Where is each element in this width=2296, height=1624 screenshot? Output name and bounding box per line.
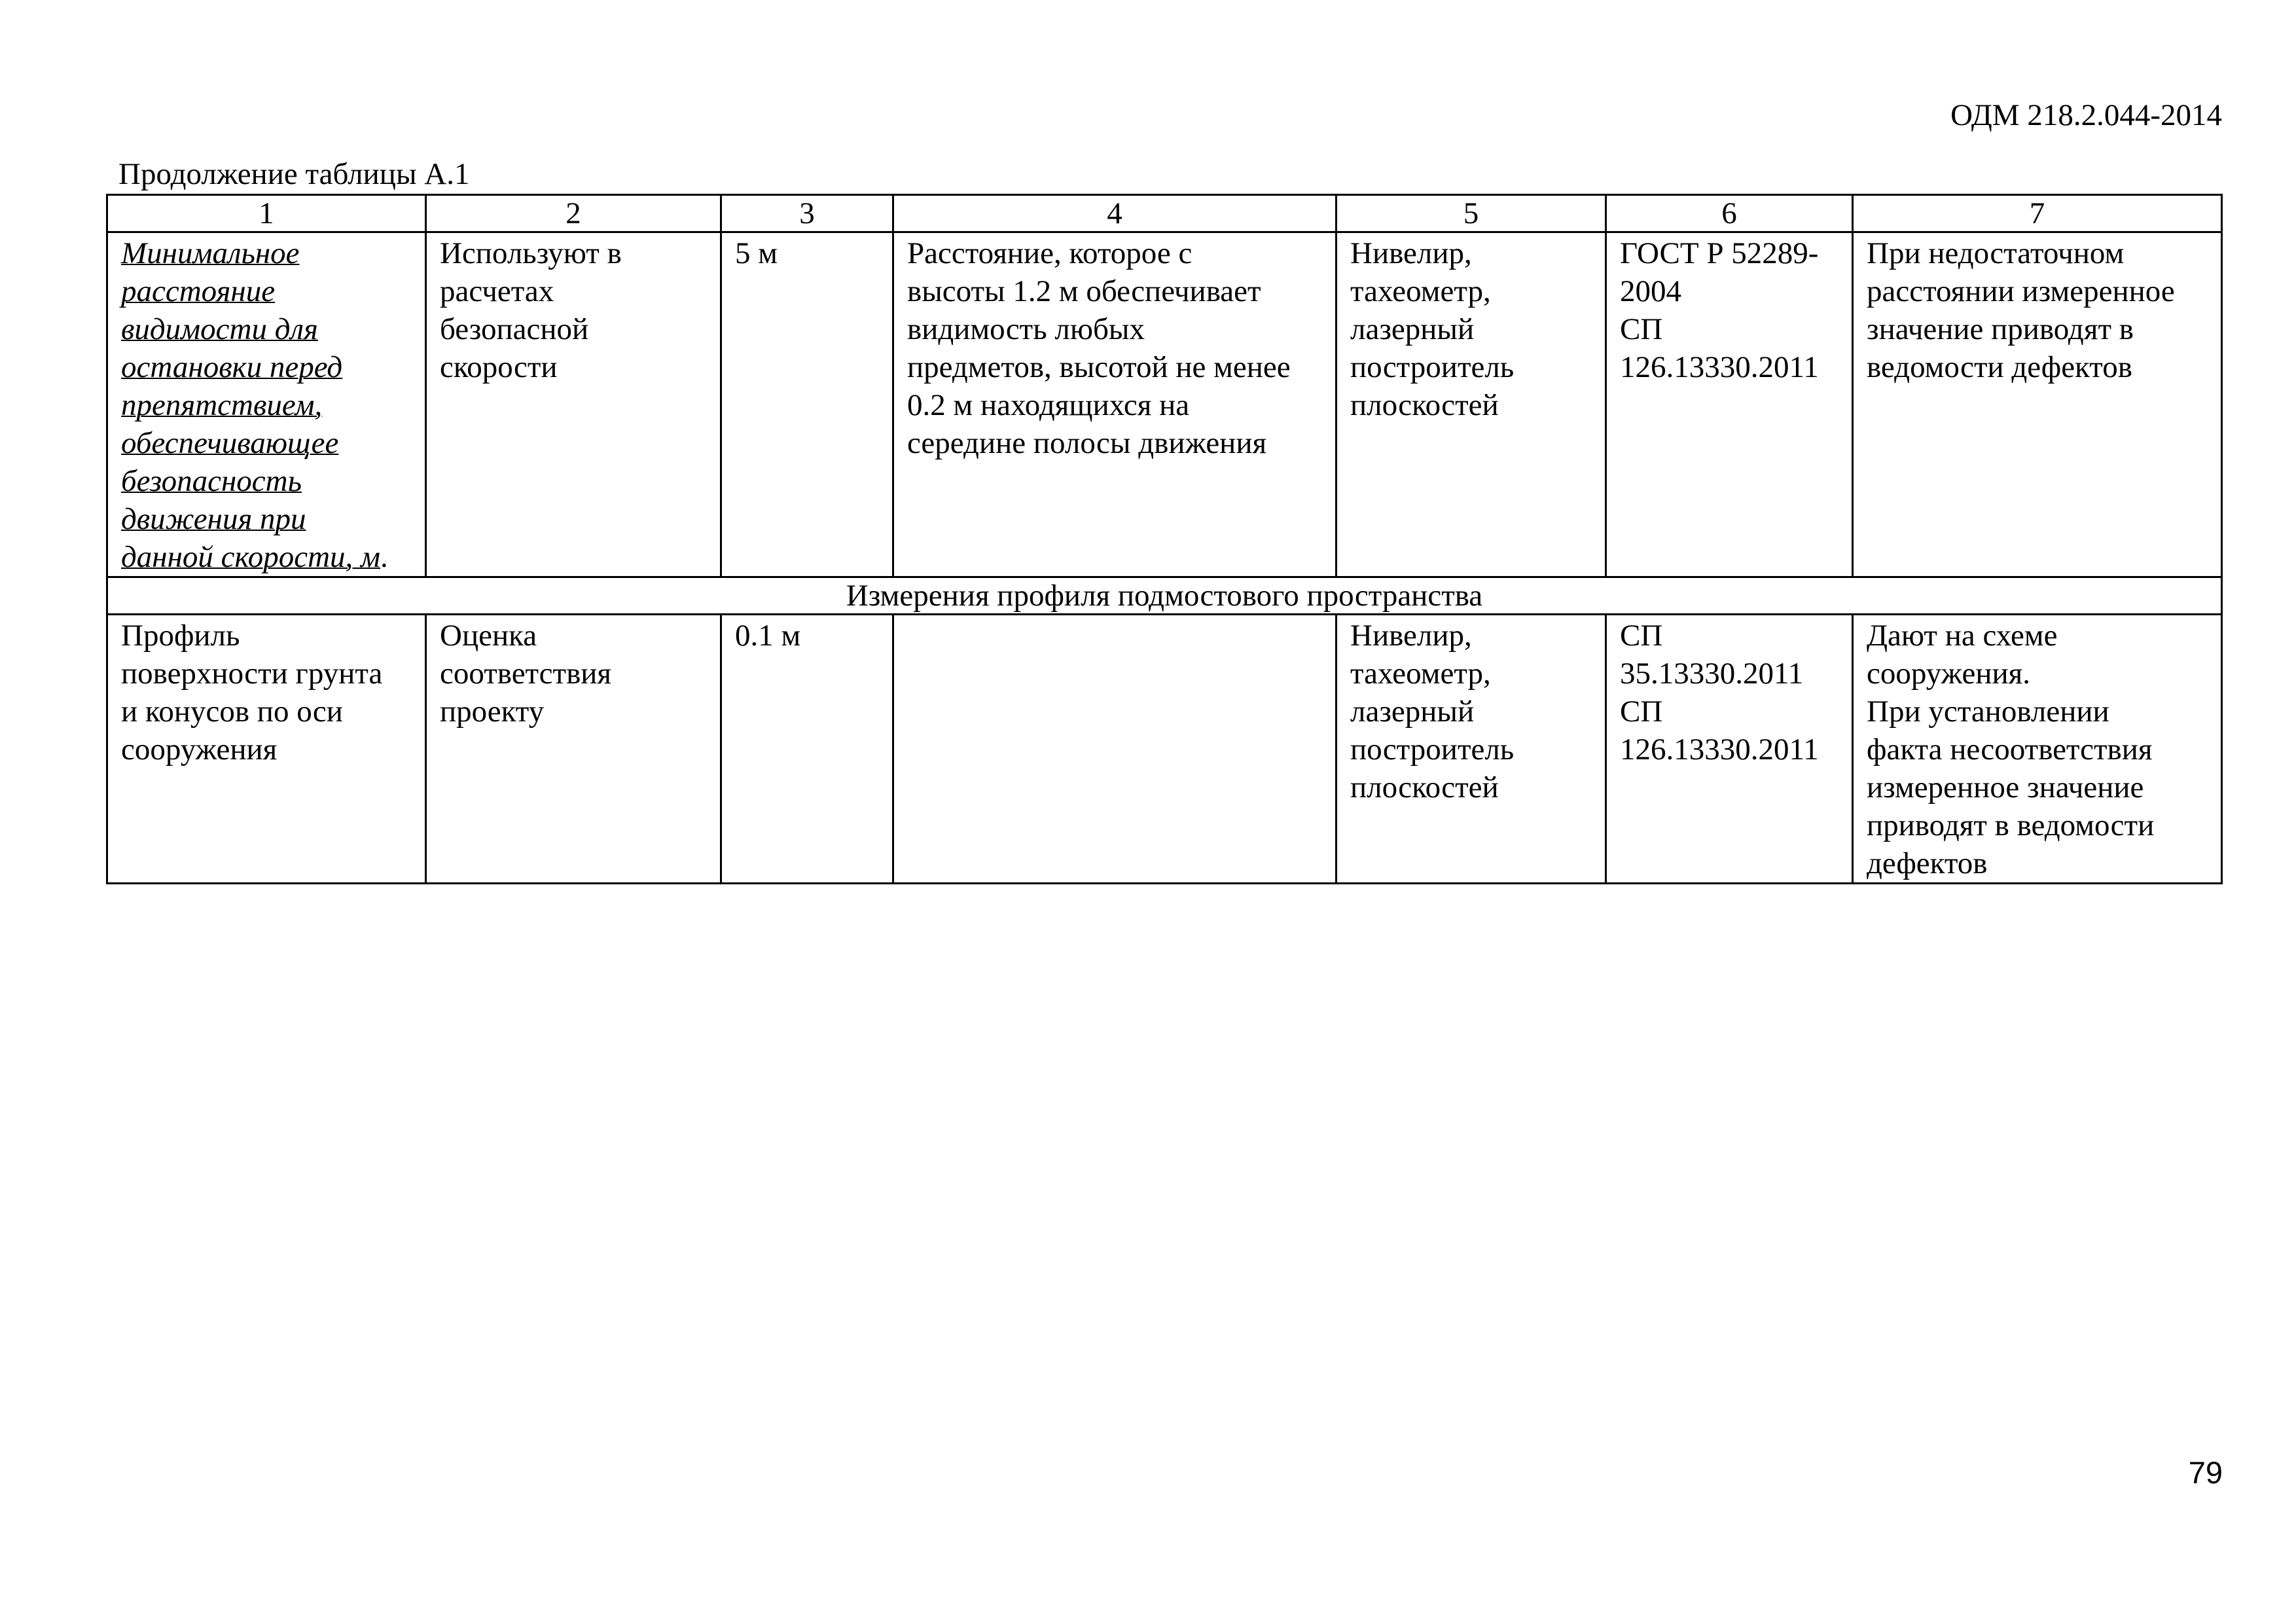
- text-line: При недостаточном: [1867, 236, 2125, 270]
- text-line: Нивелир,: [1350, 619, 1472, 653]
- text-line: видимость любых: [907, 312, 1145, 346]
- column-number: 3: [721, 195, 893, 232]
- text-line: плоскостей: [1350, 770, 1499, 804]
- text-line: лазерный: [1350, 312, 1475, 346]
- table-row: [107, 232, 2222, 577]
- text-line: данной скорости, м.: [121, 538, 413, 576]
- text-line: сооружения: [121, 732, 278, 767]
- text-line: Используют в: [440, 236, 622, 270]
- text-line: тахеометр,: [1350, 657, 1491, 691]
- text-line: Оценка: [440, 619, 537, 653]
- text-line: 35.13330.2011: [1620, 657, 1804, 691]
- accuracy-cell: [721, 615, 893, 884]
- text-line: плоскостей: [1350, 388, 1499, 422]
- text-line: сооружения.: [1867, 657, 2031, 691]
- column-number: 7: [1853, 195, 2222, 232]
- text-line: соответствия: [440, 657, 612, 691]
- parameter-cell: [107, 232, 426, 577]
- text-line: 0.1 м: [735, 619, 801, 653]
- text-line: При установлении: [1867, 695, 2109, 729]
- standard-cell: [1606, 615, 1853, 884]
- text-line: середине полосы движения: [907, 426, 1267, 460]
- text-line: Расстояние, которое с: [907, 236, 1193, 270]
- text-line: предметов, высотой не менее: [907, 350, 1291, 384]
- text-line: СП: [1620, 312, 1663, 346]
- definition-cell: [893, 615, 1336, 884]
- standard-cell: [1606, 232, 1853, 577]
- text-line: построитель: [1350, 732, 1515, 767]
- document-code: ОДМ 218.2.044-2014: [1950, 98, 2222, 132]
- text-line: и конусов по оси: [121, 695, 343, 729]
- text-line: проекту: [440, 695, 545, 729]
- text-line: расчетах: [440, 274, 554, 308]
- text-line: безопасность: [121, 464, 302, 498]
- text-line: СП: [1620, 619, 1663, 653]
- text-line: высоты 1.2 м обеспечивает: [907, 274, 1261, 308]
- column-number-row: [107, 195, 2222, 232]
- instrument-cell: [1336, 232, 1606, 577]
- text-line: тахеометр,: [1350, 274, 1491, 308]
- accuracy-cell: [721, 232, 893, 577]
- text-line: Минимальное: [121, 236, 300, 270]
- text-line: 0.2 м находящихся на: [907, 388, 1190, 422]
- column-number: 4: [893, 195, 1336, 232]
- text-line: 126.13330.2011: [1620, 350, 1819, 384]
- text-line: ведомости дефектов: [1867, 350, 2132, 384]
- table-row: [107, 615, 2222, 884]
- purpose-cell: [426, 232, 721, 577]
- parameter-lines: [121, 234, 413, 576]
- text-line: безопасной: [440, 312, 589, 346]
- column-number: 2: [426, 195, 721, 232]
- text-line: Дают на схеме: [1867, 619, 2058, 653]
- text-line: расстоянии измеренное: [1867, 274, 2175, 308]
- instrument-cell: [1336, 615, 1606, 884]
- definition-cell: [893, 232, 1336, 577]
- text-line: Профиль: [121, 619, 240, 653]
- text-line: приводят в ведомости: [1867, 808, 2155, 842]
- text-line: 2004: [1620, 274, 1681, 308]
- section-title: Измерения профиля подмостового пространства: [107, 577, 2222, 615]
- column-number: 6: [1606, 195, 1853, 232]
- table-caption: Продолжение таблицы А.1: [118, 157, 470, 191]
- column-number: 1: [107, 195, 426, 232]
- data-table: [106, 194, 2223, 884]
- text-line: препятствием,: [121, 388, 323, 422]
- text-line: 126.13330.2011: [1620, 732, 1819, 767]
- text-line: движения при: [121, 502, 306, 536]
- text-line: измеренное значение: [1867, 770, 2144, 804]
- trailing-period: .: [380, 540, 388, 574]
- purpose-cell: [426, 615, 721, 884]
- parameter-name: [121, 234, 413, 576]
- text-line: поверхности грунта: [121, 657, 383, 691]
- text-line: дефектов: [1867, 846, 1988, 880]
- text-line: ГОСТ Р 52289-: [1620, 236, 1819, 270]
- text-line: видимости для: [121, 312, 318, 346]
- column-number: 5: [1336, 195, 1606, 232]
- text-line: факта несоответствия: [1867, 732, 2153, 767]
- text-line: остановки перед: [121, 350, 343, 384]
- text-line: скорости: [440, 350, 558, 384]
- text-line: значение приводят в: [1867, 312, 2134, 346]
- text-line: лазерный: [1350, 695, 1475, 729]
- text-line: расстояние: [121, 274, 276, 308]
- note-cell: [1853, 615, 2222, 884]
- parameter-cell: [107, 615, 426, 884]
- text-line: обеспечивающее: [121, 426, 339, 460]
- note-cell: [1853, 232, 2222, 577]
- page-number: 79: [2188, 1455, 2223, 1490]
- text-line: 5 м: [735, 236, 778, 270]
- text-line: СП: [1620, 695, 1663, 729]
- text-line: построитель: [1350, 350, 1515, 384]
- text-line: Нивелир,: [1350, 236, 1472, 270]
- section-row: [107, 577, 2222, 615]
